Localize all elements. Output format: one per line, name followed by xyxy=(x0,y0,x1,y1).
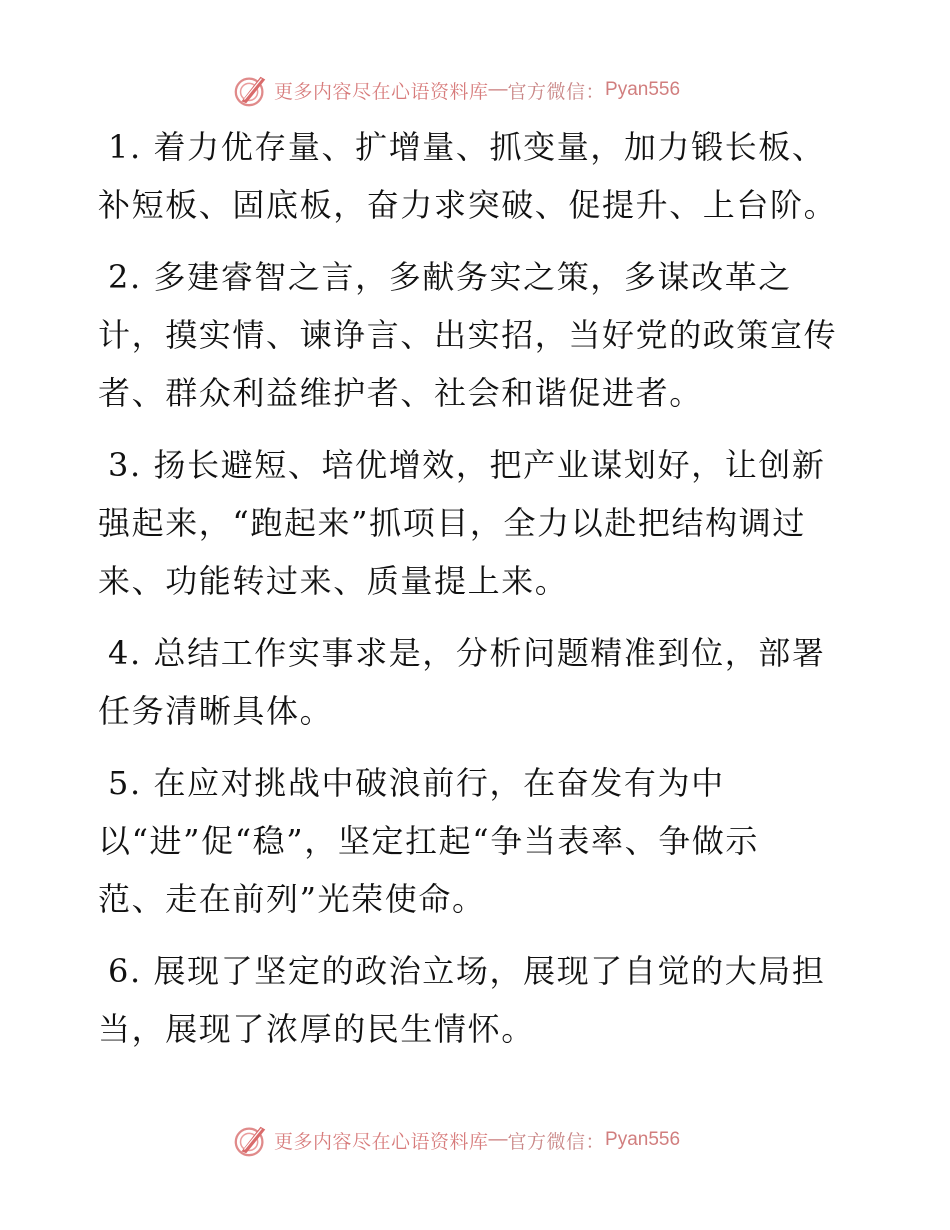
list-item-line: 当，展现了浓厚的民生情怀。 xyxy=(98,1010,535,1048)
document-body xyxy=(98,118,858,1072)
header-watermark xyxy=(232,70,680,110)
watermark-text: 更多内容尽在心语资料库 xyxy=(274,80,489,103)
watermark-id: Pyan556 xyxy=(605,1129,681,1150)
watermark-separator: — xyxy=(488,79,508,100)
list-item-line: 任务清晰具体。 xyxy=(98,692,334,730)
list-item-line: 计，摸实情、谏诤言、出实招，当好党的政策宣传 xyxy=(98,316,838,354)
quill-logo-icon xyxy=(232,71,270,109)
list-item-1 xyxy=(98,118,858,234)
list-item-4 xyxy=(98,624,858,740)
list-item-line: 2. 多建睿智之言，多献务实之策，多谋改革之 xyxy=(108,258,792,296)
quill-logo-icon xyxy=(232,1121,270,1159)
list-item-line: 6. 展现了坚定的政治立场，展现了自觉的大局担 xyxy=(108,952,826,990)
watermark-official: 官方微信： xyxy=(507,1130,606,1153)
list-item-line: 来、功能转过来、质量提上来。 xyxy=(98,562,569,600)
watermark-text: 更多内容尽在心语资料库 xyxy=(274,1130,489,1153)
list-item-line: 5. 在应对挑战中破浪前行，在奋发有为中 xyxy=(108,764,725,802)
list-item-line: 以“进”促“稳”，坚定扛起“争当表率、争做示 xyxy=(98,822,759,860)
list-item-6 xyxy=(98,942,858,1058)
list-item-5 xyxy=(98,754,858,928)
list-item-2 xyxy=(98,248,858,422)
list-item-line: 补短板、固底板，奋力求突破、促提升、上台阶。 xyxy=(98,186,838,224)
watermark-id: Pyan556 xyxy=(605,79,681,100)
list-item-line: 范、走在前列”光荣使命。 xyxy=(98,880,486,918)
list-item-line: 4. 总结工作实事求是，分析问题精准到位，部署 xyxy=(108,634,826,672)
footer-watermark xyxy=(232,1120,680,1160)
list-item-line: 1. 着力优存量、扩增量、抓变量，加力锻长板、 xyxy=(108,128,826,166)
list-item-3 xyxy=(98,436,858,610)
list-item-line: 者、群众利益维护者、社会和谐促进者。 xyxy=(98,374,703,412)
watermark-separator: — xyxy=(488,1129,508,1150)
list-item-line: 强起来，“跑起来”抓项目，全力以赴把结构调过 xyxy=(98,504,806,542)
watermark-official: 官方微信： xyxy=(507,80,606,103)
list-item-line: 3. 扬长避短、培优增效，把产业谋划好，让创新 xyxy=(108,446,826,484)
